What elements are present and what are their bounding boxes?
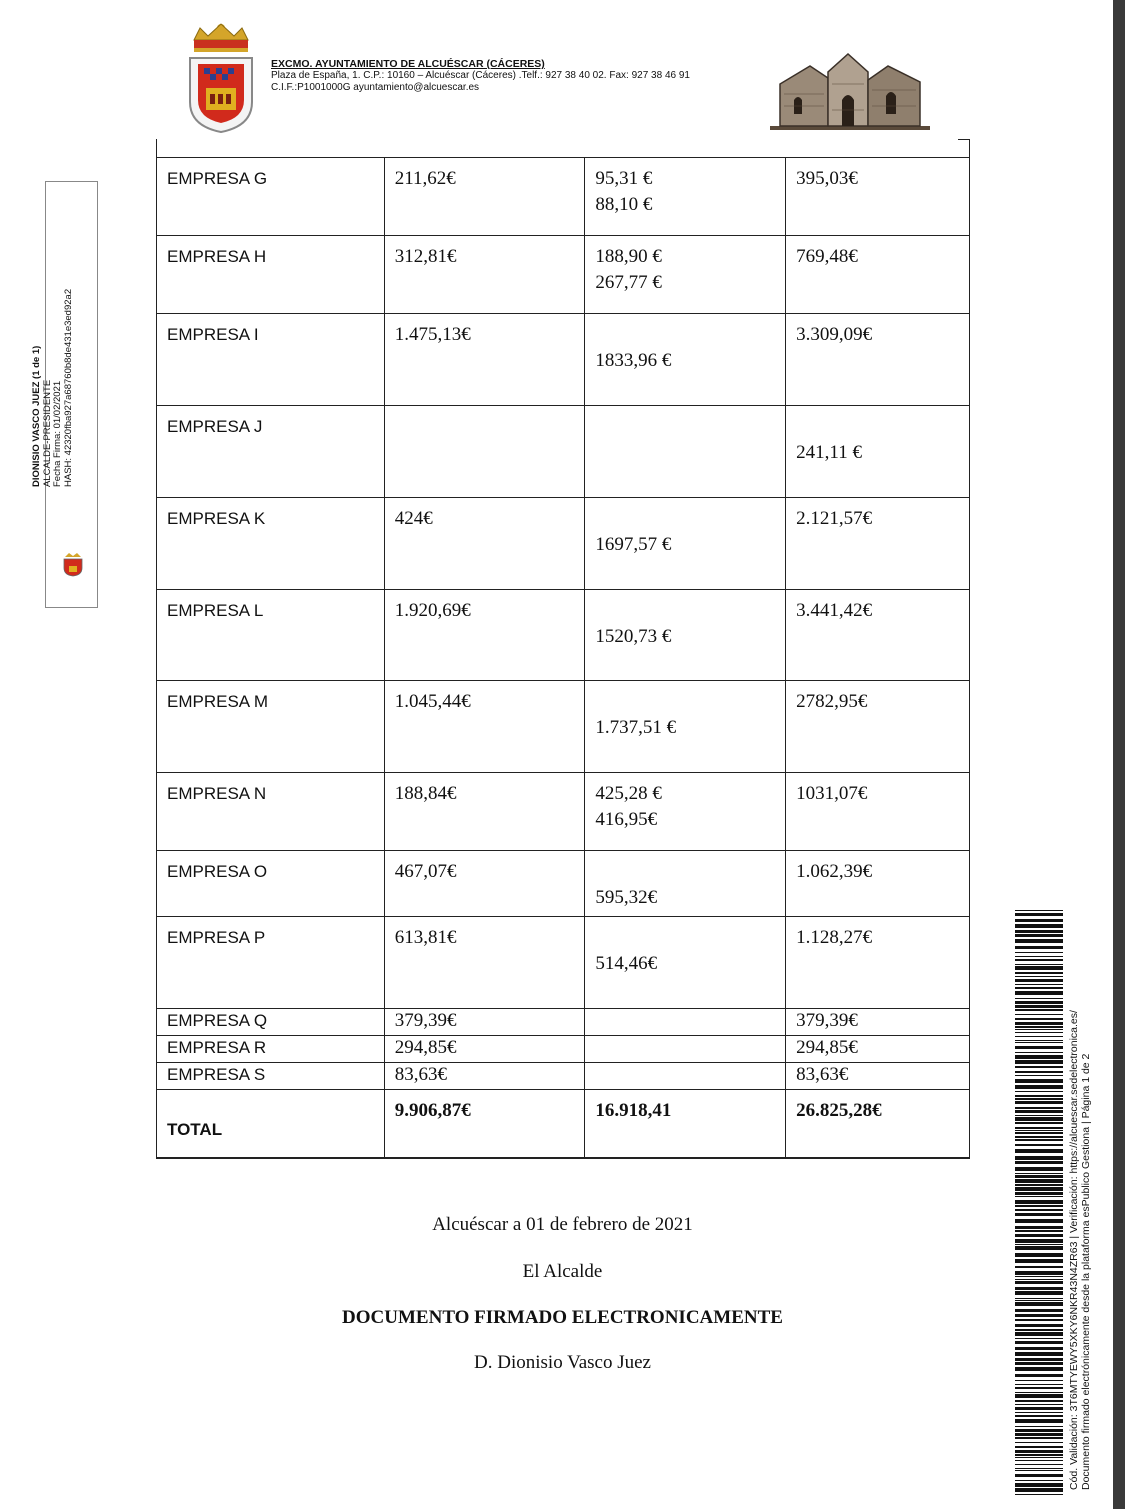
amount-cell-c3 <box>786 851 970 917</box>
table-row <box>157 681 970 773</box>
amount-value <box>595 322 775 348</box>
amount-value: 1.475,13€ <box>394 324 471 345</box>
amount-cell-c1 <box>384 314 585 406</box>
signer-name: DIONISIO VASCO JUEZ (1 de 1) <box>31 345 42 487</box>
amount-value: 1031,07€ <box>796 783 868 804</box>
table-row <box>157 158 970 236</box>
total-c1-cell: 9.906,87€ <box>384 1090 585 1158</box>
amount-value <box>595 689 775 715</box>
amount-cell-c2 <box>585 158 786 236</box>
validation-code: Cód. Validación: 3T6MTYEWY5XKY6NKR43N4ZR63 | Verificación: https://alcuescar.sedelectronica.es/ <box>1068 1010 1080 1490</box>
letterhead-address: Plaza de España, 1. C.P.: 10160 – Alcuéscar (Cáceres) .Telf.: 927 38 40 02. Fax: 927 38 46 91 <box>271 70 690 81</box>
amount-value <box>595 506 775 532</box>
amount-cell-c1 <box>384 773 585 851</box>
table-row <box>157 917 970 1009</box>
table-row <box>157 498 970 590</box>
amount-value: 1.062,39€ <box>796 861 873 882</box>
amount-value: 425,28 € <box>595 783 662 804</box>
total-c3-cell: 26.825,28€ <box>786 1090 970 1158</box>
letterhead-title: EXCMO. AYUNTAMIENTO DE ALCUÉSCAR (CÁCERES) <box>271 58 545 70</box>
company-name-cell: EMPRESA L <box>157 590 385 681</box>
amount-cell-c1 <box>384 590 585 681</box>
amount-cell-c2 <box>585 1036 786 1063</box>
amount-value: 769,48€ <box>796 246 858 267</box>
amount-cell-c3 <box>786 406 970 498</box>
total-row <box>157 1090 970 1158</box>
validation-barcode-icon <box>1015 910 1063 1495</box>
amount-cell-c2 <box>585 1063 786 1090</box>
company-name-cell: EMPRESA G <box>157 158 385 236</box>
company-name-cell: EMPRESA P <box>157 917 385 1009</box>
table-row <box>157 851 970 917</box>
amount-cell-c1 <box>384 1063 585 1090</box>
amount-cell-c1 <box>384 236 585 314</box>
amount-cell-c2 <box>585 917 786 1009</box>
amount-cell-c3 <box>786 773 970 851</box>
company-name-cell: EMPRESA O <box>157 851 385 917</box>
letterhead <box>271 58 690 94</box>
amount-value: 3.441,42€ <box>796 600 873 621</box>
mini-crest-icon <box>61 551 85 577</box>
amount-value: 188,90 € <box>595 246 662 267</box>
signer-title: El Alcalde <box>522 1261 603 1282</box>
amount-cell-c2 <box>585 851 786 917</box>
amount-value: 3.309,09€ <box>796 324 873 345</box>
company-name-cell: EMPRESA H <box>157 236 385 314</box>
table-continuation-mark-left <box>156 139 157 157</box>
amount-cell-c3 <box>786 1009 970 1036</box>
amount-value: 514,46€ <box>595 953 658 974</box>
amount-value: 88,10 € <box>595 194 653 215</box>
place-and-date: Alcuéscar a 01 de febrero de 2021 <box>432 1214 693 1235</box>
amount-cell-c2 <box>585 590 786 681</box>
table-row <box>157 590 970 681</box>
amount-value: 83,63€ <box>796 1064 849 1085</box>
amount-value: 1.045,44€ <box>394 691 471 712</box>
amount-cell-c2 <box>585 314 786 406</box>
amount-cell-c3 <box>786 590 970 681</box>
signer-full-name: D. Dionisio Vasco Juez <box>474 1352 651 1373</box>
amount-value <box>595 414 775 440</box>
table-continuation-mark-right <box>969 139 970 157</box>
amount-cell-c3 <box>786 917 970 1009</box>
amount-cell-c1 <box>384 1036 585 1063</box>
validation-platform: Documento firmado electrónicamente desde la plataforma esPublico Gestiona | Página 1 de 2 <box>1080 1053 1092 1490</box>
amount-cell-c1 <box>384 406 585 498</box>
amount-cell-c2 <box>585 236 786 314</box>
amount-value: 312,81€ <box>394 246 457 267</box>
amount-value: 395,03€ <box>796 168 858 189</box>
amount-value: 95,31 € <box>595 168 653 189</box>
signature-hash: HASH: 42320fba927a68760b8de431e3ed92a2 <box>62 288 74 487</box>
amount-cell-c1 <box>384 158 585 236</box>
amount-value: 241,11 € <box>796 442 862 463</box>
amount-cell-c2 <box>585 498 786 590</box>
table-row <box>157 236 970 314</box>
company-name-cell: EMPRESA K <box>157 498 385 590</box>
amount-value: 416,95€ <box>595 809 658 830</box>
amount-cell-c3 <box>786 498 970 590</box>
amount-value: 267,77 € <box>595 272 662 293</box>
amount-value <box>595 598 775 624</box>
amount-cell-c3 <box>786 158 970 236</box>
amount-cell-c2 <box>585 773 786 851</box>
amount-cell-c3 <box>786 1063 970 1090</box>
amount-cell-c1 <box>384 917 585 1009</box>
amount-value: 467,07€ <box>394 861 457 882</box>
amount-value: 2782,95€ <box>796 691 868 712</box>
amount-value: 379,39€ <box>796 1010 858 1031</box>
amount-value <box>595 1063 775 1089</box>
amount-value: 1.920,69€ <box>394 600 471 621</box>
amount-value: 1.737,51 € <box>595 717 677 738</box>
amount-value: 294,85€ <box>394 1037 457 1058</box>
amount-cell-c2 <box>585 1009 786 1036</box>
companies-amounts-table <box>156 157 970 1159</box>
amount-value: 211,62€ <box>394 168 456 189</box>
company-name-cell: EMPRESA J <box>157 406 385 498</box>
table-row <box>157 1036 970 1063</box>
amount-cell-c3 <box>786 1036 970 1063</box>
company-name-cell: EMPRESA M <box>157 681 385 773</box>
table-row <box>157 773 970 851</box>
amount-cell-c3 <box>786 236 970 314</box>
church-illustration-icon <box>770 44 930 134</box>
letterhead-cif: C.I.F.:P1001000G ayuntamiento@alcuescar.es <box>271 82 480 93</box>
company-name-cell: EMPRESA S <box>157 1063 385 1090</box>
company-name-cell: EMPRESA R <box>157 1036 385 1063</box>
amount-value <box>395 414 575 440</box>
amount-value: 1520,73 € <box>595 626 672 647</box>
amount-value: 83,63€ <box>394 1064 447 1085</box>
amount-cell-c1 <box>384 681 585 773</box>
validation-text <box>1068 890 1092 1490</box>
amount-value <box>595 1009 775 1035</box>
table-row <box>157 1063 970 1090</box>
amount-cell-c1 <box>384 1009 585 1036</box>
total-c2-cell: 16.918,41 <box>585 1090 786 1158</box>
electronic-signature-notice: DOCUMENTO FIRMADO ELECTRONICAMENTE <box>342 1307 783 1328</box>
amount-value: 2.121,57€ <box>796 508 873 529</box>
company-name-cell: EMPRESA I <box>157 314 385 406</box>
amount-value <box>796 414 959 440</box>
signer-role: ALCALDE-PRESIDENTE <box>41 379 53 487</box>
amount-cell-c2 <box>585 406 786 498</box>
amount-value <box>595 1036 775 1062</box>
signature-stamp-text <box>32 187 74 487</box>
table-row <box>157 406 970 498</box>
amount-value: 1833,96 € <box>595 350 672 371</box>
amount-cell-c1 <box>384 851 585 917</box>
amount-cell-c3 <box>786 314 970 406</box>
amount-value <box>595 925 775 951</box>
amount-value: 294,85€ <box>796 1037 858 1058</box>
amount-cell-c2 <box>585 681 786 773</box>
municipal-crest-icon <box>186 18 256 134</box>
company-name-cell: EMPRESA Q <box>157 1009 385 1036</box>
amount-value: 595,32€ <box>595 887 658 908</box>
amount-value: 188,84€ <box>394 783 457 804</box>
amount-value <box>595 859 775 885</box>
amount-value: 424€ <box>394 508 433 529</box>
amount-value: 1697,57 € <box>595 534 672 555</box>
amount-cell-c3 <box>786 681 970 773</box>
amount-value: 613,81€ <box>394 927 457 948</box>
table-row <box>157 1009 970 1036</box>
amount-value: 1.128,27€ <box>796 927 873 948</box>
signature-date: Fecha Firma: 01/02/2021 <box>52 380 63 487</box>
amount-cell-c1 <box>384 498 585 590</box>
total-label-cell: TOTAL <box>157 1090 385 1158</box>
table-row <box>157 314 970 406</box>
company-name-cell: EMPRESA N <box>157 773 385 851</box>
amount-value: 379,39€ <box>394 1010 457 1031</box>
